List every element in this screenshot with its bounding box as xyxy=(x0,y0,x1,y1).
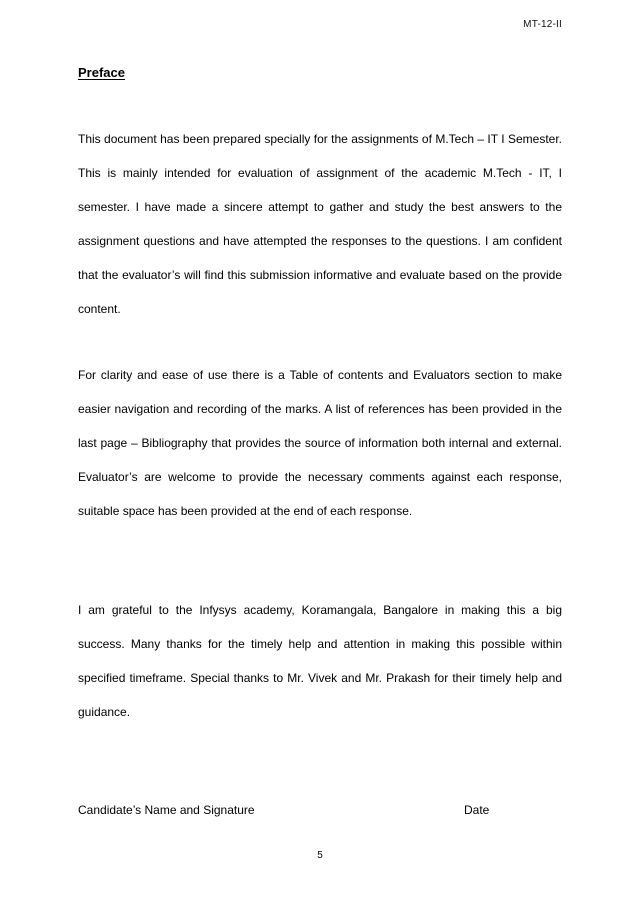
date-label: Date xyxy=(464,803,490,817)
document-code: MT-12-II xyxy=(523,19,562,30)
paragraph-intro: This document has been prepared specially for the assignments of M.Tech – IT I Semester. This is mainly intended for evaluation of assignment of the academic M.Tech - IT, I semester. I have made a sincere attempt to gather and study the best answers to the assignment questions and have attempted the responses to the questions. I am confident that the evaluator’s will find this submission informative and evaluate based on the provide content. xyxy=(78,132,562,316)
paragraph-navigation: For clarity and ease of use there is a Table of contents and Evaluators section to make easier navigation and recording of the marks. A list of references has been provided in the last page – Bibliography that provides the source of information both internal and external. Evaluator’s are welcome to provide the necessary comments against each response, suitable space has been provided at the end of each response. xyxy=(78,368,562,518)
section-heading: Preface xyxy=(78,65,125,80)
paragraph-acknowledgement: I am grateful to the Infysys academy, Koramangala, Bangalore in making this a big success. Many thanks for the timely help and attention in making this possible within specified timeframe. Special thanks to Mr. Vivek and Mr. Prakash for their timely help and guidance. xyxy=(78,603,562,719)
page-number: 5 xyxy=(317,850,323,861)
signature-label: Candidate’s Name and Signature xyxy=(78,803,255,817)
